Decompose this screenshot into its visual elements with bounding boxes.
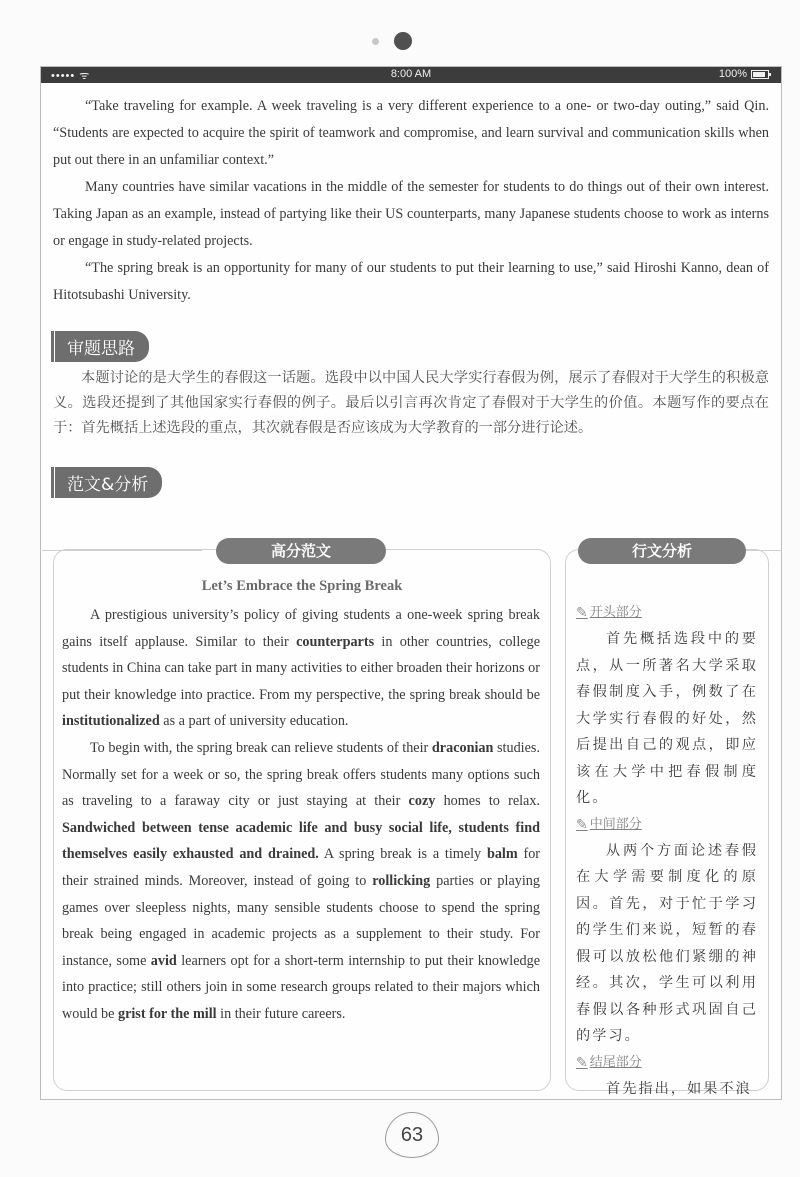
pen-icon: ✎ [576, 1054, 588, 1071]
analysis-section-title [576, 600, 758, 626]
page-dot-inactive [372, 38, 379, 45]
essay-text-run: in other countries, college students in China can take part in many activities to either broaden their horizons or put their knowledge into practice. From my perspective, the spring break should be [62, 633, 540, 703]
analysis-title-text: 中间部分 [589, 816, 642, 832]
essay-text-run: A spring break is a timely [318, 846, 487, 863]
page-indicator [372, 32, 432, 52]
device-frame [40, 66, 782, 1100]
essay-paragraph [62, 602, 540, 735]
signal-wifi-icon: ••••• ᯤ [51, 70, 91, 82]
essay-text-run: as a part of university education. [159, 713, 349, 730]
page-dot-active [394, 32, 412, 50]
passage-paragraph: “Take traveling for example. A week traveling is a very different experience to a one- or two-day outing,” said Qin. “Students are expected to acquire the spirit of teamwork and compromise, and learn survival and communication skills when put out there in an unfamiliar context.” [53, 98, 769, 168]
pen-icon: ✎ [576, 605, 588, 621]
essay-text-run: homes to relax. [435, 793, 540, 810]
essay-panel [53, 542, 551, 1091]
section-essay-header [53, 467, 769, 498]
analysis-body [576, 600, 758, 1102]
essay-bold-phrase: institutionalized [62, 713, 160, 730]
section-analysis-text: 本题讨论的是大学生的春假这一话题。选段中以中国人民大学实行春假为例，展示了春假对于大学生的积极意义。选段还提到了其他国家实行春假的例子。最后以引言再次肯定了春假对于大学生的价值。本题写作的要点在于：首先概括上述选段的重点，其次就春假是否应该成为大学教育的一部分进行论述。 [53, 370, 769, 436]
essay-bold-phrase: avid [150, 952, 177, 969]
essay-text-run: learners opt for a short-term internship to put their knowledge into practice; still others join in some research groups related to their majors which would be [62, 952, 540, 1022]
battery-status [719, 68, 769, 80]
status-bar [41, 67, 781, 83]
essay-bold-phrase: grist for the mill [117, 1005, 217, 1022]
section-label: 审题思路 [55, 331, 149, 362]
analysis-text: 首先指出，如果不浪 [606, 1080, 752, 1097]
essay-bold-phrase: cozy [408, 793, 436, 810]
pen-icon: ✎ [576, 816, 588, 833]
battery-level: 100% [718, 68, 747, 80]
header-rule [42, 550, 202, 551]
essay-text-run: parties or playing games over sleepless nights, many sensible students choose to spend the spring break being engaged in academic projects as a supplement to their study. For instance, some [62, 872, 540, 969]
analysis-section-title [576, 1050, 758, 1076]
essay-bold-phrase: rollicking [372, 872, 431, 889]
section-label: 范文&分析 [55, 467, 162, 498]
essay-title: Let’s Embrace the Spring Break [201, 578, 403, 594]
passage-paragraph: “The spring break is an opportunity for many of our students to put their learning to use,” said Hiroshi Kanno, dean of Hitotsubashi University. [53, 260, 769, 303]
essay-bold-phrase: counterparts [296, 633, 375, 650]
essay-text-run: for their strained minds. Moreover, instead of going to [62, 846, 541, 889]
page-content [53, 93, 769, 498]
essay-text-run: in their future careers. [216, 1005, 346, 1022]
analysis-text: 从两个方面论述春假在大学需要制度化的原因。首先，对于忙于学习的学生们来说，短暂的春假可以放松他们紧绷的神经。其次，学生可以利用春假以各种形式巩固自己的学习。 [576, 842, 758, 1044]
essay-panel-header: 高分范文 [216, 538, 386, 564]
essay-text-run: A prestigious university’s policy of giving students a one-week spring break gains itself applause. Similar to their [62, 607, 540, 650]
battery-icon [751, 70, 769, 79]
essay-text-run: To begin with, the spring break can relieve students of their [90, 739, 432, 756]
analysis-section-title [576, 812, 758, 838]
essay-text-run: studies. Normally set for a week or so, the spring break offers students many options such as traveling to a faraway city or just staying at their [62, 739, 540, 810]
section-analysis-header [53, 331, 769, 362]
analysis-title-text: 结尾部分 [589, 1054, 642, 1070]
analysis-panel-header: 行文分析 [578, 538, 746, 564]
essay-bold-phrase: Sandwiched between tense academic life and busy social life, students find themselves easily exhausted and drained. [62, 819, 540, 863]
essay-body [62, 602, 540, 1028]
status-time: 8:00 AM [390, 68, 432, 80]
page-number: 63 [385, 1112, 439, 1158]
analysis-panel [565, 542, 769, 1097]
essay-paragraph [62, 735, 540, 1028]
analysis-text: 首先概括选段中的要点，从一所著名大学采取春假制度入手，例数了在大学实行春假的好处，然后提出自己的观点，即应该在大学中把春假制度化。 [576, 631, 758, 806]
essay-bold-phrase: draconian [431, 739, 494, 756]
essay-bold-phrase: balm [486, 846, 518, 863]
passage-paragraph: Many countries have similar vacations in the middle of the semester for students to do things out of their own interest. Taking Japan as an example, instead of partying like their US counterparts, many Japanese students choose to work as interns or engage in study-related projects. [53, 179, 769, 249]
analysis-title-text: 开头部分 [589, 605, 642, 620]
header-rule [746, 550, 782, 551]
